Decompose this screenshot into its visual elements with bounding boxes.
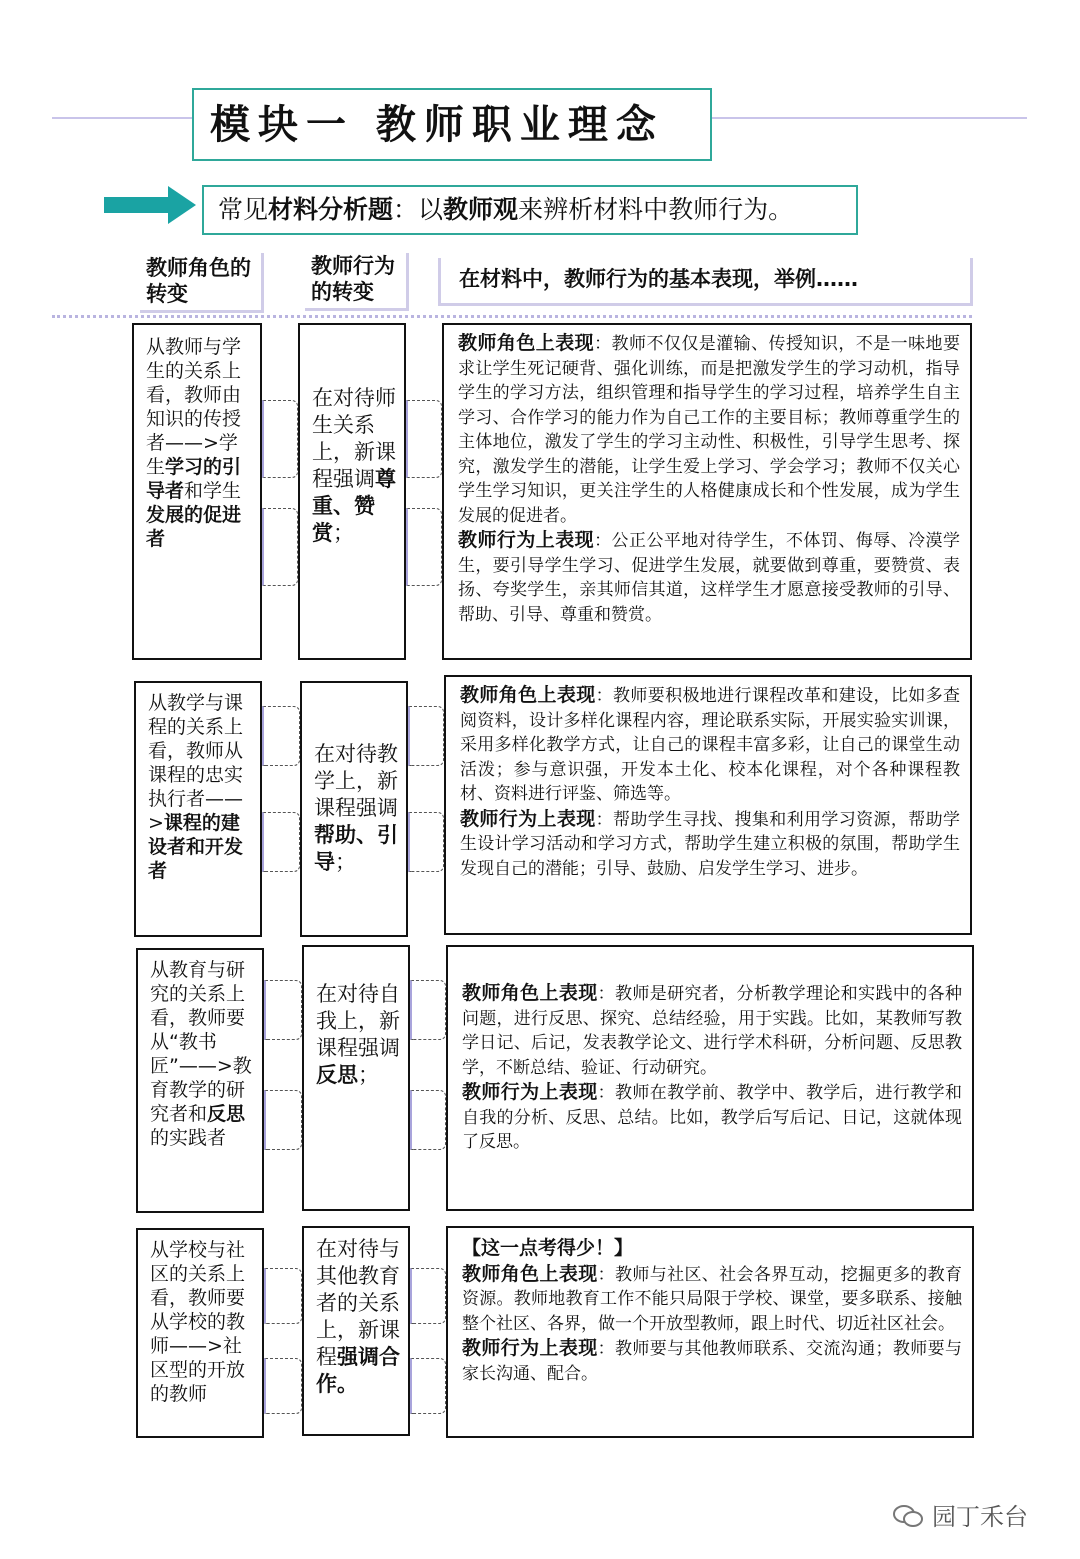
cell-emphasis: 课程的建设者和开发者 — [148, 812, 244, 882]
role-change-cell-2 — [134, 681, 262, 937]
subtitle-banner — [202, 185, 858, 235]
header-behavior-change: 教师行为的转变 — [305, 253, 409, 311]
connector — [406, 508, 442, 586]
role-change-cell-3 — [136, 948, 264, 1213]
connector — [410, 1090, 446, 1150]
role-text: ：教师与社区、社会各界互动，挖掘更多的教育资源。教师地教育工作不能只局限于学校、课堂，要多联系、接触整个社区、各界，做一个开放型教师，跟上时代、切近社区社会。 — [462, 1264, 962, 1334]
example-cell-1 — [442, 323, 972, 660]
role-text: ：教师是研究者，分析教学理论和实践中的各种问题，进行反思、探究、总结经验，用于实践。比如，某教师写教学日记、后记，发表教学论文、进行学术科研，分析问题、反思教学，不断总结、验证、行动研究。 — [462, 984, 962, 1078]
connector — [264, 980, 302, 1040]
behavior-change-cell-2 — [300, 681, 408, 937]
cell-text: 从教育与研究的关系上看，教师要从“教书匠”——>教育教学的研究者和 — [150, 959, 252, 1125]
wechat-icon — [892, 1504, 924, 1528]
cell-text: 的实践者 — [150, 1127, 227, 1149]
connector — [262, 812, 300, 872]
watermark-text: 园丁禾台 — [932, 1503, 1028, 1531]
header-examples: 在材料中，教师行为的基本表现，举例…… — [438, 258, 973, 306]
subtitle-text: ：以 — [393, 195, 444, 224]
page-title: 模块一 教师职业理念 — [192, 88, 712, 161]
cell-emphasis: 反思 — [207, 1103, 246, 1125]
role-label: 教师角色上表现 — [458, 332, 595, 354]
behavior-change-cell-4 — [302, 1226, 410, 1436]
role-text: ：教师要积极地进行课程改革和建设，比如多查阅资料，设计多样化课程内容，理论联系实际，开展实验实训课，采用多样化教学方式，让自己的课程丰富多彩，让自己的课堂生动活泼；参与意识强，开发本土化、校本化课程，对个各种课程教材、资料进行评鉴、筛选等。 — [460, 686, 960, 804]
example-cell-3 — [446, 945, 974, 1211]
behavior-label: 教师行为上表现 — [462, 1337, 598, 1359]
cell-emphasis: 尊重、赞赏 — [312, 467, 396, 545]
cell-text: 从学校与社区的关系上看，教师要从学校的教师——>社区型的开放的教师 — [150, 1239, 246, 1405]
connector — [262, 706, 300, 766]
subtitle-emphasis: 材料分析题 — [268, 195, 394, 224]
role-label: 教师角色上表现 — [462, 1262, 598, 1285]
role-change-cell-4 — [136, 1228, 264, 1438]
behavior-change-cell-3 — [302, 945, 410, 1211]
subtitle-emphasis: 教师观 — [443, 195, 519, 224]
cell-text: ； — [335, 850, 356, 874]
cell-emphasis: 反思 — [316, 1063, 358, 1087]
header-divider — [52, 315, 972, 318]
subtitle-text: 常见 — [218, 195, 269, 224]
cell-text: ； — [333, 521, 354, 545]
connector — [410, 1358, 446, 1414]
cell-text: 在对待与其他教育者的关系上，新课程 — [316, 1237, 400, 1369]
behavior-change-cell-1 — [298, 323, 406, 660]
behavior-text: ：教师要与其他教师联系、交流沟通；教师要与家长沟通、配合。 — [462, 1339, 962, 1384]
note-label: 【这一点考得少！】 — [462, 1237, 634, 1259]
connector — [410, 980, 446, 1040]
connector — [262, 508, 298, 586]
behavior-text: ：教师在教学前、教学中、教学后，进行教学和自我的分析、反思、总结。比如，教学后写后记、日记，这就体现了反思。 — [462, 1083, 962, 1152]
connector — [264, 1090, 302, 1150]
arrow-icon — [104, 186, 196, 224]
connector — [408, 812, 444, 872]
cell-text: 从教学与课程的关系上看，教师从课程的忠实执行者——> — [148, 692, 244, 834]
cell-text: 在对待师生关系上，新课程强调 — [312, 386, 396, 491]
connector — [264, 1358, 302, 1414]
role-change-cell-1 — [132, 323, 262, 660]
header-role-change: 教师角色的转变 — [140, 253, 264, 313]
connector — [406, 400, 442, 478]
cell-emphasis: 帮助、引导 — [314, 823, 398, 874]
cell-text: 从教师与学生的关系上看，教师由知识的传授者——>学生 — [146, 336, 242, 478]
cell-text: 和学生 — [184, 480, 242, 502]
cell-text: 在对待自我上，新课程强调 — [316, 982, 400, 1060]
behavior-text: ：帮助学生寻找、搜集和利用学习资源，帮助学生设计学习活动和学习方式，帮助学生建立积极的氛围，帮助学生发现自己的潜能；引导、鼓励、启发学生学习、进步。 — [460, 809, 960, 879]
cell-text: ； — [358, 1063, 379, 1087]
cell-text: 在对待教学上，新课程强调 — [314, 742, 398, 820]
connector — [408, 706, 444, 766]
cell-emphasis: 学习的引导者 — [146, 456, 242, 502]
connector — [410, 1268, 446, 1324]
example-cell-4 — [446, 1226, 974, 1438]
behavior-label: 教师行为上表现 — [462, 1081, 598, 1103]
behavior-label: 教师行为上表现 — [460, 807, 596, 830]
example-cell-2 — [444, 675, 972, 935]
connector — [264, 1268, 302, 1324]
watermark — [892, 1497, 1028, 1532]
role-label: 教师角色上表现 — [462, 982, 598, 1004]
connector — [262, 400, 298, 478]
cell-emphasis: 强调合作。 — [316, 1345, 400, 1396]
behavior-label: 教师行为上表现 — [458, 529, 595, 551]
role-text: ：教师不仅仅是灌输、传授知识，不是一味地要求让学生死记硬背、强化训练，而是把激发学生的学习动机，指导学生的学习方法，组织管理和指导学生的学习过程，培养学生自主学习、合作学习的能力作为自己工作的主要目标；教师尊重学生的主体地位，激发了学生的学习主动性、积极性，引导学生思考、探究，激发学生的潜能，让学生爱上学习、学会学习；教师不仅关心学生学习知识，更关注学生的人格健康成长和个性发展，成为学生发展的促进者。 — [458, 334, 960, 526]
cell-emphasis: 发展的促进者 — [146, 504, 242, 550]
subtitle-text: 来辨析材料中教师行为。 — [518, 195, 794, 224]
role-label: 教师角色上表现 — [460, 684, 596, 706]
behavior-text: ：公正公平地对待学生，不体罚、侮辱、冷漠学生，要引导学生学习、促进学生发展，就要做到尊重，要赞赏、表扬、夸奖学生，亲其师信其道，这样学生才愿意接受教师的引导、帮助、引导、尊重和赞赏。 — [458, 531, 960, 625]
